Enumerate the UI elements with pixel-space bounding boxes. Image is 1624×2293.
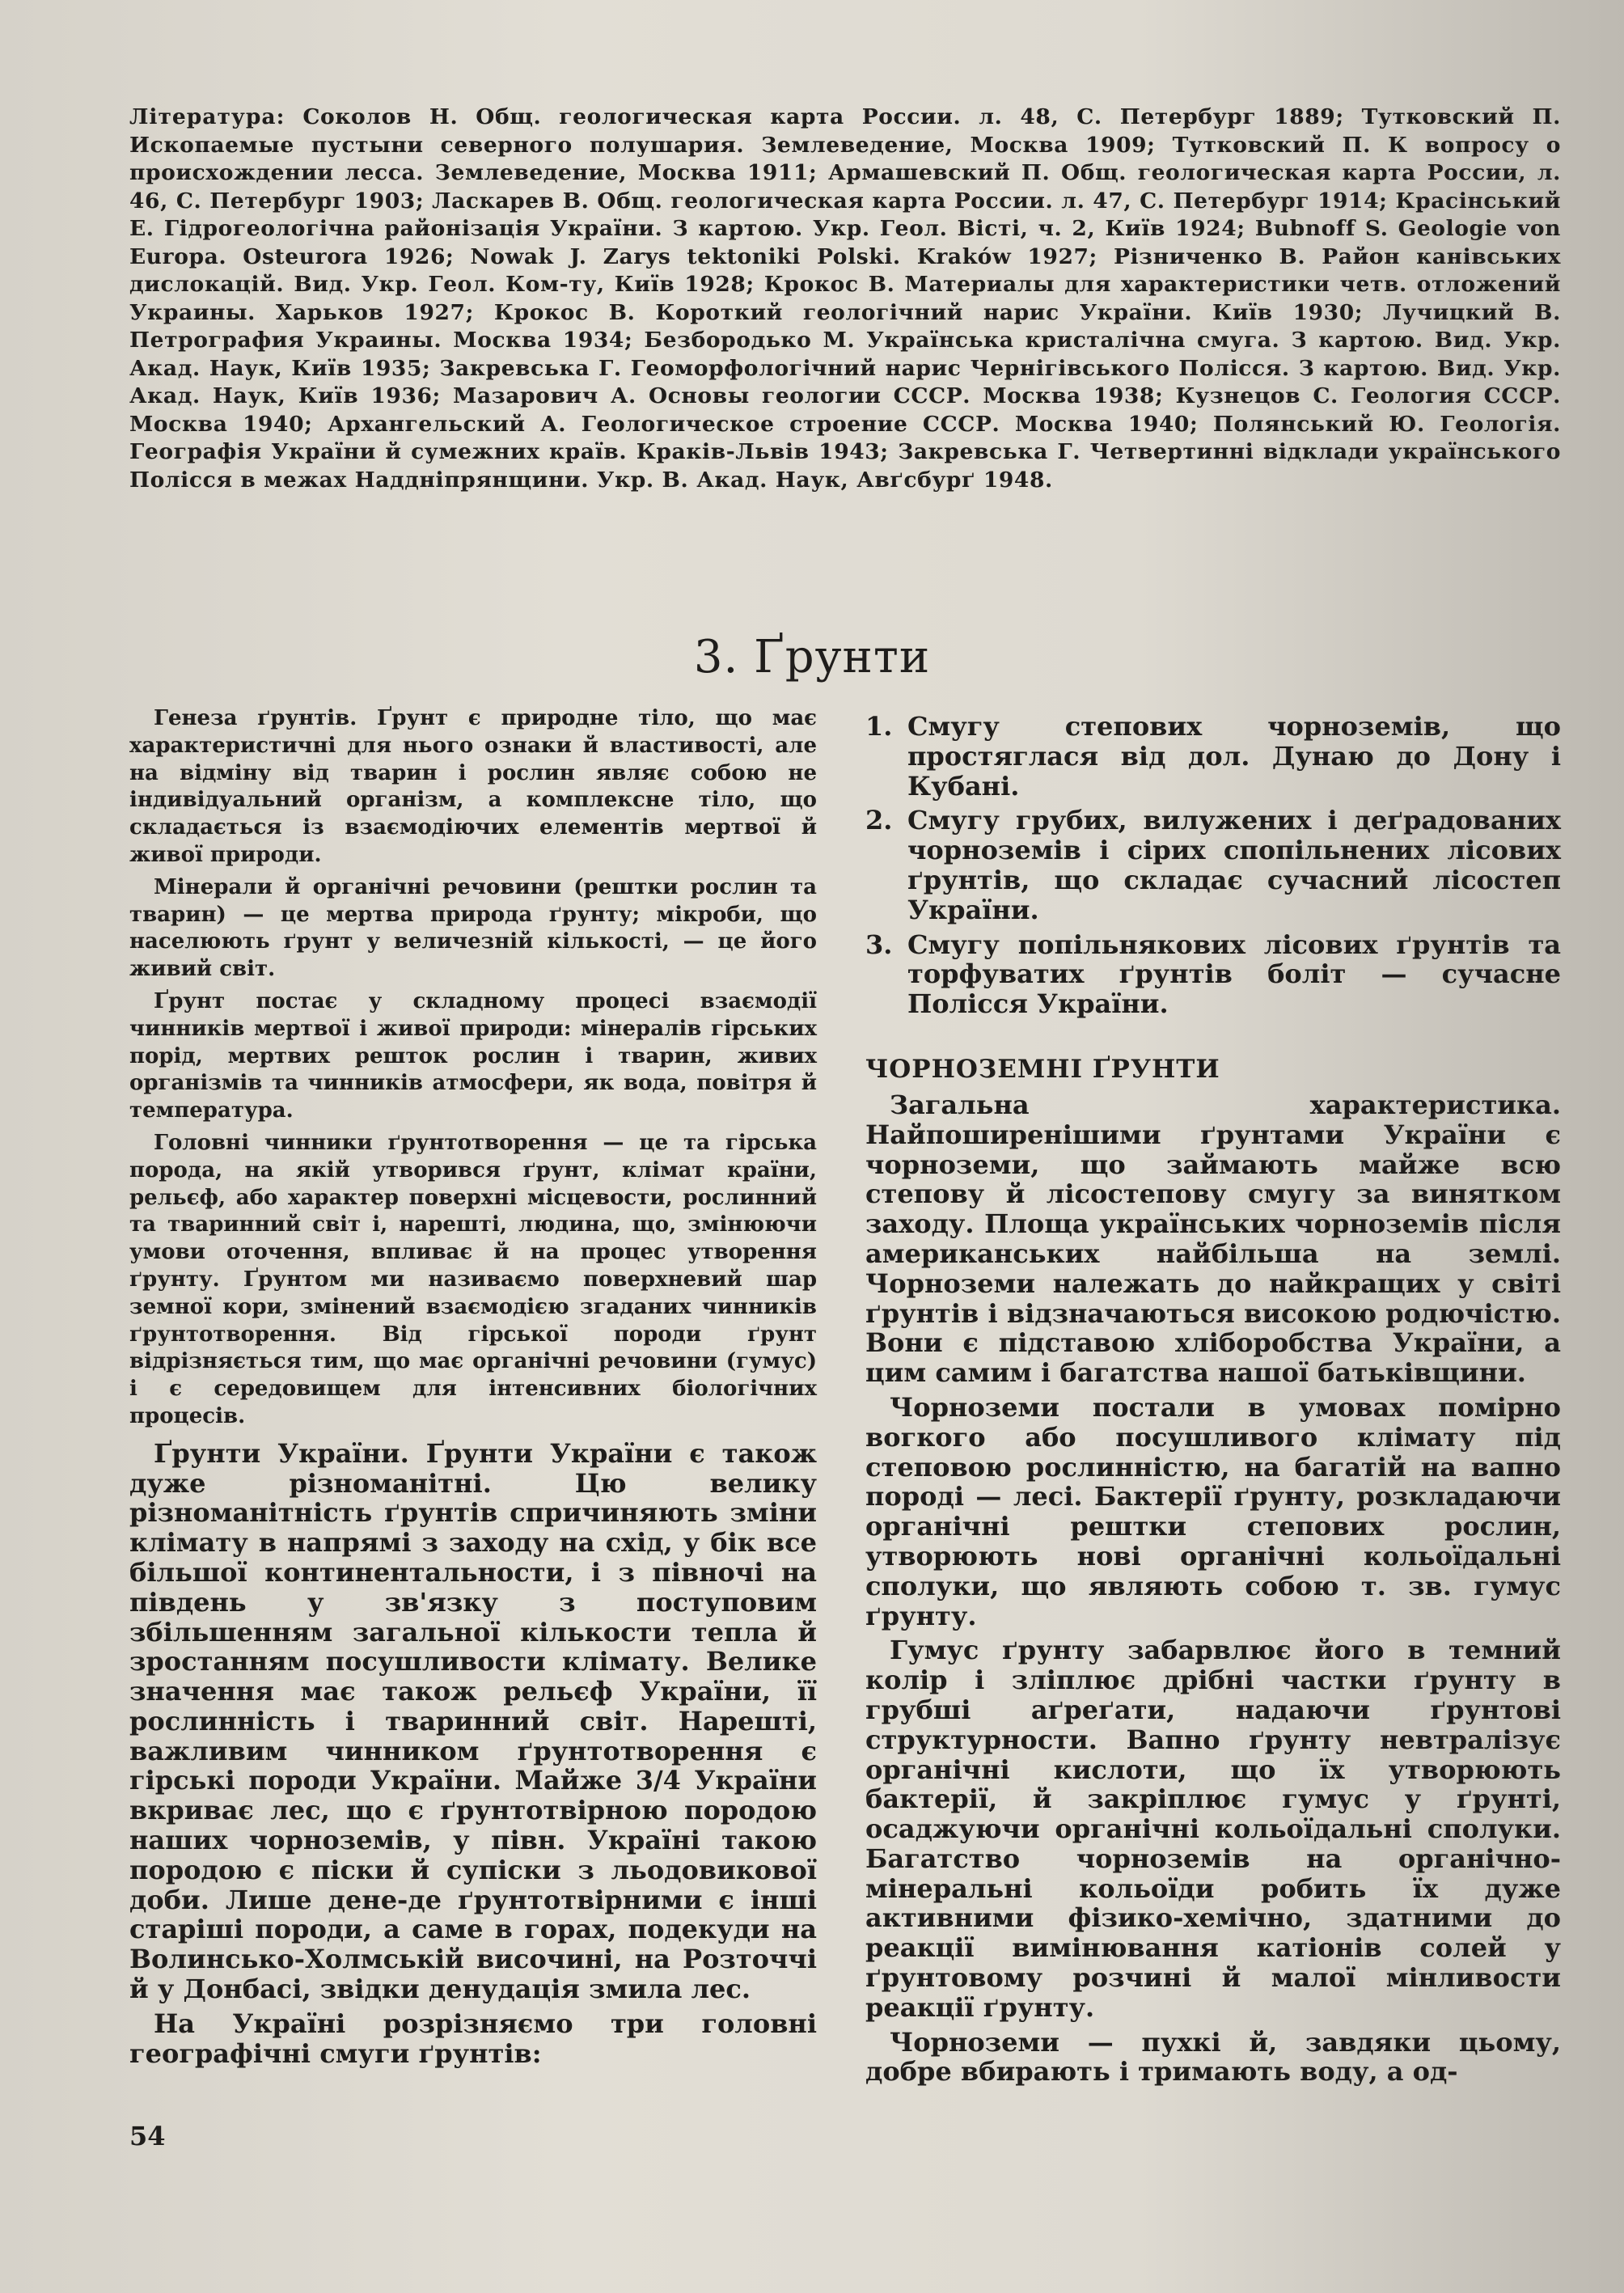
factors-paragraph: Головні чинники ґрунтотворення — це та гірська порода, на якій утворився ґрунт, клімат країни, рельєф, або характер поверхні місцевости, рослинний та тваринний світ і, нарешті, людина, що, змінюючи умови оточення, впливає й на процес утворення ґрунту. Ґрунтом ми називаємо поверхневий шар земної кори, змінений взаємодією згаданих чинників ґрунтотворення. Від гірської породи ґрунт відрізняється тим, що має органічні речовини (гумус) і є середовищем для інтенсивних біологічних процесів. bbox=[129, 1130, 817, 1428]
humus-paragraph: Гумус ґрунту забарвлює його в темний колір і зліплює дрібні частки ґрунту в грубші аґреґати, надаючи ґрунтові структурности. Вапно ґрунту невтралізує органічні кислоти, що їх утворюють бактерії, й закріплює гумус у ґрунті, осаджуючи органічні кольоїдальні сполуки. Багатство чорноземів на органічно-мінеральні кольоїди робить їх дуже активними фізико-хемічно, здатними до реакції вимінювання катіонів солей у ґрунтовому розчині й малої мінливости реакції ґрунту. bbox=[865, 1635, 1561, 2023]
soil-zone-item bbox=[865, 806, 1561, 924]
zone-text: Смугу степових чорноземів, що простяглася від дол. Дунаю до Дону і Кубані. bbox=[907, 711, 1561, 802]
literature-block bbox=[129, 104, 1561, 494]
soil-zones-list bbox=[865, 712, 1561, 1019]
soils-of-ukraine-text: Ґрунти України є також дуже різноманітні. Цю велику різноманітність ґрунтів спричиняють зміни клімату в напрямі з заходу на схід, у бік все більшої континентальности, і з півночі на південь у зв'язку з поступовим збільшенням загальної кількости тепла й зростанням посушливости клімату. Велике значення має також рельєф України, її рослинність і тваринний світ. Нарешті, важливим чинником ґрунтотворення є гірські породи України. Майже 3/4 України вкриває лес, що є ґрунтотвірною породою наших чорноземів, у півн. Україні такою породою є піски й супіски з льодовикової доби. Лише дене-де ґрунтотвірними є інші старіші породи, а саме в горах, подекуди на Волинсько-Холмській височині, на Розточчі й у Донбасі, звідки денудація змила лес. bbox=[129, 1437, 818, 2005]
right-column bbox=[865, 712, 1561, 2092]
zone-text: Смугу попільнякових лісових ґрунтів та торфуватих ґрунтів боліт — сучасне Полісся України. bbox=[907, 929, 1561, 1020]
chernozem-origin-paragraph: Чорноземи постали в умовах помірно вогкого або посушливого клімату під степовою рослинністю, на багатій на вапно породі — лесі. Бактерії ґрунту, розкладаючи органічні рештки степових рослин, утворюють нові органічні кольоїдальні сполуки, що являють собою т. зв. гумус ґрунту. bbox=[865, 1391, 1561, 1631]
zone-number: 1. bbox=[865, 711, 893, 742]
general-characteristic-text: Найпоширенішими ґрунтами України є чорноземи, що займають майже всю степову й лісостепову смугу за винятком заходу. Площа українських чорноземів після американських найбільша на землі. Чорноземи належать до найкращих у світі ґрунтів і відзначаються високою родючістю. Вони є підставою хліборобства України, а цим самим і багатства нашої батьківщини. bbox=[865, 1119, 1561, 1389]
literature-label: Література: bbox=[129, 104, 285, 129]
zone-number: 2. bbox=[865, 805, 893, 836]
interaction-paragraph: Ґрунт постає у складному процесі взаємодії чинників мертвої і живої природи: мінералів гірських порід, мертвих решток рослин і тварин, живих організмів та чинників атмосфери, як вода, повітря й температура. bbox=[129, 988, 817, 1123]
soils-of-ukraine-heading: Ґрунти України. bbox=[154, 1437, 409, 1469]
chernozem-water-paragraph: Чорноземи — пухкі й, завдяки цьому, добре вбирають і тримають воду, а од- bbox=[865, 2026, 1561, 2088]
genesis-text: Ґрунт є природне тіло, що має характеристичні для нього ознаки й властивості, але на відміну від тварин і рослин являє собою не індивідуальний організм, а комплексне тіло, що складається із взаємодіючих елементів мертвої й живої природи. bbox=[129, 706, 818, 867]
genesis-paragraph bbox=[129, 705, 817, 869]
soil-zone-item bbox=[865, 930, 1561, 1019]
general-characteristic-paragraph bbox=[865, 1090, 1561, 1388]
genesis-heading: Генеза ґрунтів. bbox=[154, 706, 357, 730]
left-column bbox=[129, 705, 817, 2073]
soil-zone-item bbox=[865, 712, 1561, 801]
soils-of-ukraine-paragraph bbox=[129, 1439, 817, 2004]
zone-number: 3. bbox=[865, 929, 893, 960]
general-characteristic-heading: Загальна характеристика. bbox=[890, 1089, 1561, 1120]
page-number: 54 bbox=[129, 2121, 166, 2151]
zone-text: Смугу грубих, вилужених і деґрадованих чорноземів і сірих спопільнених лісових ґрунтів, що складає сучасний лісостеп України. bbox=[907, 805, 1561, 925]
literature-references: Соколов Н. Общ. геологическая карта России. л. 48, С. Петербург 1889; Тутковский П. Ископаемые пустыни северного полушария. Землеведение, Москва 1909; Тутковский П. К вопросу о происхождении лесса. Землеведение, Москва 1911; Армашевский П. Общ. геологическая карта России, л. 46, С. Петербург 1903; Ласкарев В. Общ. геологическая карта России. л. 47, С. Петербург 1914; Красінський Е. Гідрогеологічна районізація України. З картою. Укр. Геол. Вісті, ч. 2, Київ 1924; Bubnoff S. Geologie von Europa. Osteurora 1926; Nowak J. Zarys tektoniki Polski. Kraków 1927; Різниченко В. Район канівських дислокацій. Вид. Укр. Геол. Ком-ту, Київ 1928; Крокос В. Материалы для характеристики четв. отложений Украины. Харьков 1927; Крокос В. Короткий геологічний нарис України. Київ 1930; Лучицкий В. Петрография Украины. Москва 1934; Безбородько М. Українська кристалічна смуга. З картою. Вид. Укр. Акад. Наук, Київ 1935; Закревська Г. Геоморфологічний нарис Чернігівського Полісся. З картою. Вид. Укр. Акад. Наук, Київ 1936; Мазарович А. Основы геологии СССР. Москва 1938; Кузнецов С. Геология СССР. Москва 1940; Архангельский А. Геологическое строение СССР. Москва 1940; Полянський Ю. Геологія. Географія України й сумежних країв. Краків-Львів 1943; Закревська Г. Четвертинні відклади українського Полісся в межах Наддніпрянщини. Укр. В. Акад. Наук, Авґсбурґ 1948. bbox=[129, 104, 1562, 493]
chernozem-subheading: ЧОРНОЗЕМНІ ҐРУНТИ bbox=[865, 1054, 1220, 1084]
minerals-paragraph: Мінерали й органічні речовини (рештки рослин та тварин) — це мертва природа ґрунту; мікроби, що населюють ґрунт у величезній кількості, — це його живий світ. bbox=[129, 874, 817, 982]
section-title: 3. Ґрунти bbox=[693, 631, 931, 683]
three-zones-intro: На Україні розрізняємо три головні географічні смуги ґрунтів: bbox=[129, 2007, 817, 2069]
